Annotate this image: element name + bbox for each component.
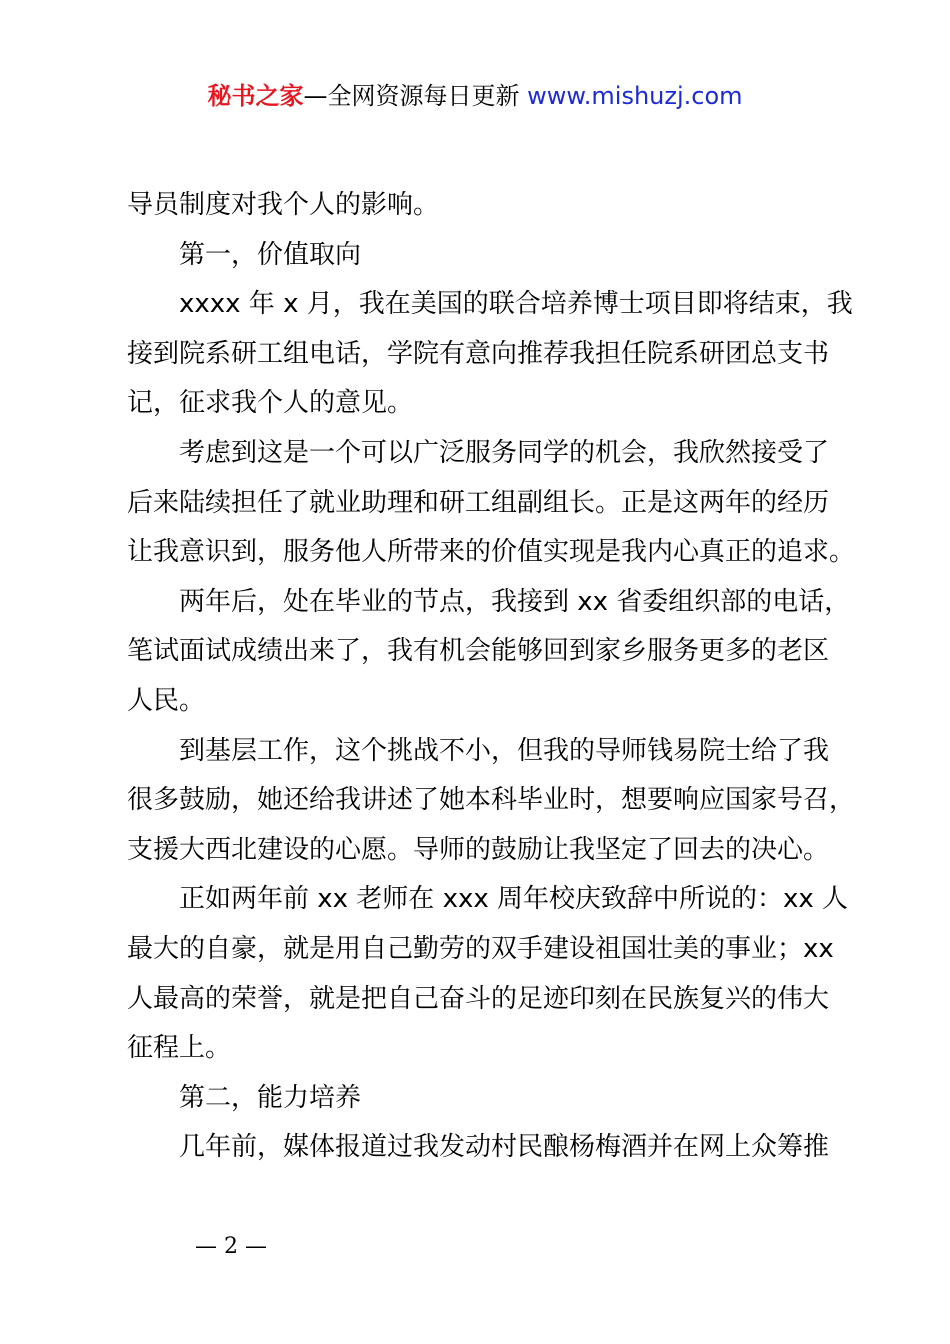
paragraph-line: 记，征求我个人的意见。 — [127, 388, 414, 419]
brand-name: 秘书之家 — [207, 82, 304, 110]
document-body — [127, 181, 856, 1173]
paragraph-line: 几年前，媒体报道过我发动村民酿杨梅酒并在网上众筹推 — [179, 1132, 830, 1163]
paragraph-line: 导员制度对我个人的影响。 — [127, 190, 440, 220]
section-heading: 第一，价值取向 — [179, 239, 362, 270]
paragraph-line: 征程上。 — [127, 1033, 232, 1064]
paragraph-line: 很多鼓励，她还给我讲述了她本科毕业时，想要响应国家号召， — [127, 785, 856, 816]
paragraph-line: 人最高的荣誉，就是把自己奋斗的足迹印刻在民族复兴的伟大 — [127, 983, 830, 1014]
paragraph-line: 笔试面试成绩出来了，我有机会能够回到家乡服务更多的老区 — [127, 636, 830, 667]
paragraph-line: 支援大西北建设的心愿。导师的鼓励让我坚定了回去的决心。 — [127, 834, 830, 865]
site-url-link[interactable]: www.mishuzj.com — [527, 82, 743, 110]
paragraph-line: 让我意识到，服务他人所带来的价值实现是我内心真正的追求。 — [127, 537, 856, 568]
paragraph-line: 接到院系研工组电话，学院有意向推荐我担任院系研团总支书 — [127, 338, 830, 369]
paragraph-line: xxxx 年 x 月，我在美国的联合培养博士项目即将结束，我 — [179, 289, 853, 320]
paragraph-line: 正如两年前 xx 老师在 xxx 周年校庆致辞中所说的：xx 人 — [179, 884, 849, 915]
page-number: — 2 — — [195, 1234, 267, 1259]
paragraph-line: 最大的自豪，就是用自己勤劳的双手建设祖国壮美的事业；xx — [127, 933, 834, 964]
paragraph-line: 考虑到这是一个可以广泛服务同学的机会，我欣然接受了 — [179, 437, 830, 468]
page-header — [0, 80, 950, 112]
section-heading: 第二，能力培养 — [179, 1082, 362, 1113]
paragraph-line: 到基层工作，这个挑战不小，但我的导师钱易院士给了我 — [179, 735, 830, 766]
paragraph-line: 人民。 — [127, 685, 206, 716]
paragraph-line: 后来陆续担任了就业助理和研工组副组长。正是这两年的经历 — [127, 487, 830, 518]
header-tagline: —全网资源每日更新 — [303, 82, 520, 110]
paragraph-line: 两年后，处在毕业的节点，我接到 xx 省委组织部的电话， — [179, 586, 851, 617]
